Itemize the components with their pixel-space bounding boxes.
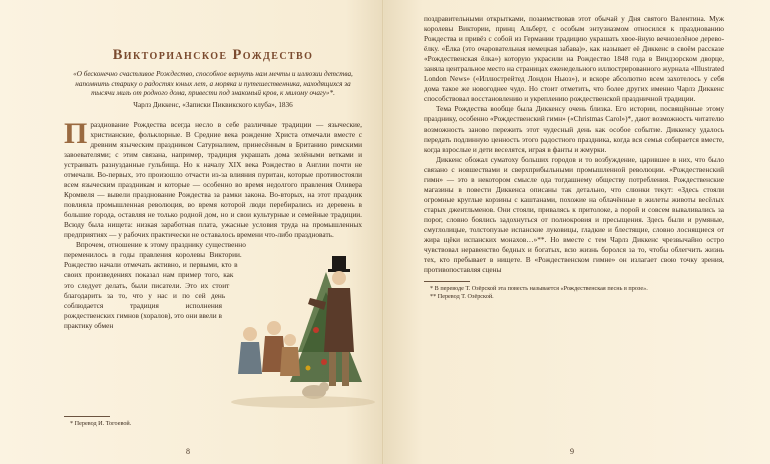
page-number-left: 8 (186, 447, 190, 456)
right-paragraph-2: Тема Рождества вообще была Диккенсу очень близка. Его истории, посвящённые этому празднику, особенно «Рождественский гимн» («Christmas Carol»)*, дают возможность читателю возможность заново пережить этот чудесный день как особое событие. Диккенсу удалось передать подлинную ценность этого радостного праздника, когда вся семья собирается вместе, когда взрослые и дети веселятся, играя в фанты и жмурки. (424, 104, 724, 154)
right-paragraph-3: Диккенс обожал суматоху больших городов и то возбуждение, царившее в них, что было связано с новшествами и сверхприбыльными промышленной революции. «Рождественский гимн» — это в некотором смысле ода тогдашнему обществу потребления. Рождественские магазины в повести Диккенса описаны так детально, что слюнки текут: «Здесь стояли огромные круглые корзины с каштанами, похожие на облачённые в жилеты животы весёлых старых джентльменов. Они стояли, привалясь к притолоке, а порой и совсем вываливались за порог, словно боялись задохнуться от полнокровия и пресыщения. Здесь были и румяные, смуглолицые, толстопузые испанские луковицы, гладкие и блестящие, словно лоснящиеся от жира щёки испанских монахов…»**. Но вместе с тем Чарлз Диккенс чрезвычайно остро чувствовал неравенство бедных и богатых, всю жизнь боролся за то, чтобы облегчить жизнь тех, кто пребывает в нищете. В «Рождественском гимне» он излагает свою точку зрения, противопоставляя сцены (424, 154, 724, 275)
footnote-rule-right (424, 281, 470, 282)
victorian-carolers-illustration (228, 242, 378, 410)
left-paragraph-1-text: разднование Рождества всегда несло в себе различные традиции — языческие, христианские, фольклорные. В Средние века рождение Христа отмечали вместе с древним языческим праздником Сатурналием, принесённым в Британию римскими завоевателями; с этим связана, например, традиция украшать дома зелёными ветками и устраивать разнузданные гульбища. Но к началу XIX века Рождество в Англии почти не отмечали. Во-первых, это произошло отчасти из-за влияния пуритан, которые противостояли всем языческим праздникам и которые — особенно во время недолгого правления Оливера Кромвеля — вывели празднование Рождества за рамки закона. Во-вторых, на этот праздник повлияла промышленная революция, во время которой люди перебирались из деревень в большие города, оставляя не только родной дом, но и свои культурные и семейные традиции. Всюду была нищета: низкая заработная плата, ужасные условия труда на промышленных предприятиях — у рабочих практически не оставалось времени что-либо праздновать. (64, 119, 362, 240)
page-number-right: 9 (570, 447, 574, 456)
left-paragraph-2: Впрочем, отношение к этому празднику существенно переменилось в годы правления королевы Виктории. Рождество начали отмечать активно, и первыми, кто в своих произведениях показал нам пример того, как это следует делать, были писатели. Это их стоит благодарить за то, что у нас и по сей день соблюдается традиция исполнения рождественских гимнов (хоралов), это они ввели в практику обмен (64, 240, 246, 330)
left-footnote: * Перевод И. Тогоевой. (70, 420, 132, 428)
right-paragraph-1: поздравительными открытками, позаимствовав этот обычай у Дня святого Валентина. Муж королевы Виктории, принц Альберт, с особым энтузиазмом относился к празднованию Рождества и привёз с собой из Германии традицию украшать хвое-йную вечнозелёное дерево-ёлку. «Ёлка (это очаровательная немецкая забава)», как называет её Диккенс в своём рассказе «Рождественская ёлка») которую украсили на Рождество 1848 года в Виндзорском дворце, заняла центральное место на страницах еженедельного иллюстрированного журнала «Illustrated London News» («Иллюстрейтед Лондон Ньюз»), и вскоре абсолютно всем захотелось у себя дома такое же новогоднее чудо. Но стоит отметить, что более других именно Чарлз Диккенс способствовал восстановлению и укреплению рождественской праздничной традиции. (424, 14, 724, 104)
chapter-title: Викторианское Рождество (112, 47, 314, 63)
right-footnote-1: * В переводе Т. Озёрской эта повесть называется «Рождественская песнь в прозе». (430, 285, 648, 293)
right-footnote-2: ** Перевод Т. Озёрской. (430, 293, 494, 301)
epigraph: «О бесконечно счастливое Рождество, способное вернуть нам мечты и иллюзии детства, напомнить старику о радостях юных лет, а моряка и путешественника, находящихся за тысячи миль от родного дома, привести под знакомый кров, к милому очагу»*. (73, 70, 353, 98)
epigraph-source: Чарлз Диккенс, «Записки Пиквикского клуба», 1836 (133, 100, 293, 109)
drop-cap: П (64, 116, 88, 150)
right-page (384, 0, 770, 464)
left-paragraph-1 (64, 116, 362, 241)
footnote-rule (64, 416, 110, 417)
left-page (0, 0, 384, 464)
